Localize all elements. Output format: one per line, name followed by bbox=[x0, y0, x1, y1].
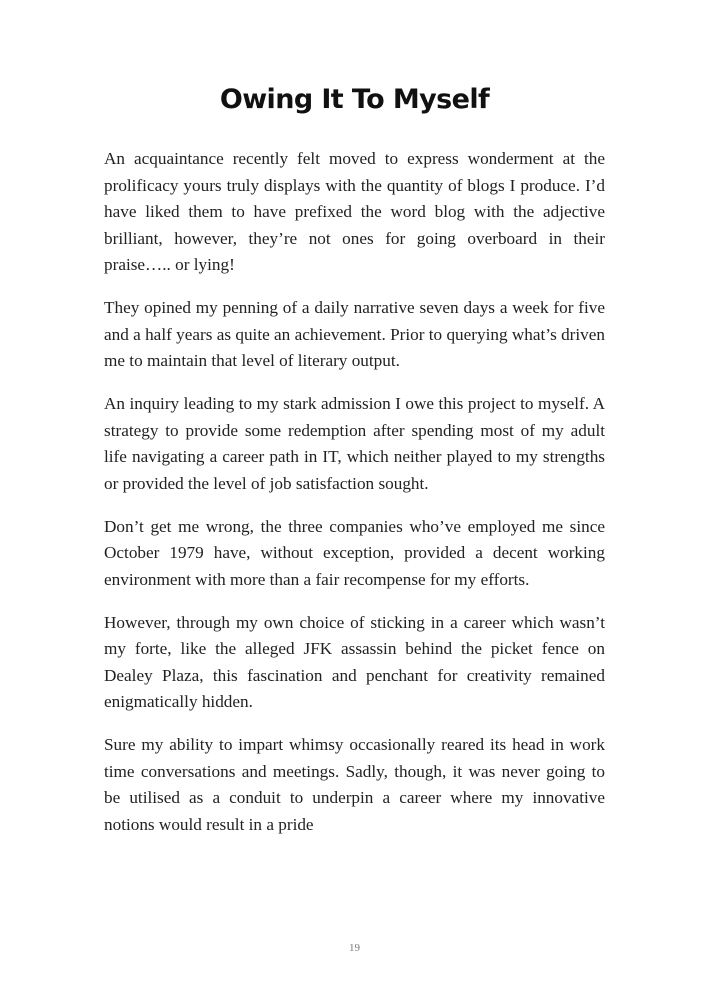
paragraph-4: Don’t get me wrong, the three companies who’ve employed me since October 1979 have, without exception, provided a decent working environment with more than a fair recompense for my efforts. bbox=[104, 516, 605, 589]
paragraph-3: An inquiry leading to my stark admission I owe this project to myself. A strategy to provide some redemption after spending most of my adult life navigating a career path in IT, which neither played to my strengths or provided the level of job satisfaction sought. bbox=[104, 394, 605, 493]
page-title: Owing It To Myself bbox=[219, 84, 490, 115]
body-text bbox=[104, 146, 605, 855]
paragraph-1: An acquaintance recently felt moved to express wonderment at the prolificacy yours truly displays with the quantity of blogs I produce. I’d have liked them to have prefixed the word blog with the adjective brilliant, however, they’re not ones for going overboard in their praise….. or lying! bbox=[104, 149, 605, 274]
paragraph-2: They opined my penning of a daily narrative seven days a week for five and a half years as quite an achievement. Prior to querying what’s driven me to maintain that level of literary output. bbox=[104, 298, 605, 371]
paragraph-6: Sure my ability to impart whimsy occasionally reared its head in work time conversations and meetings. Sadly, though, it was never going to be utilised as a conduit to underpin a career where my innovative notions would result in a pride bbox=[104, 735, 605, 834]
paragraph-5: However, through my own choice of sticking in a career which wasn’t my forte, like the alleged JFK assassin behind the picket fence on Dealey Plaza, this fascination and penchant for creativity remained enigmatically hidden. bbox=[104, 612, 605, 712]
page-number: 19 bbox=[349, 942, 360, 954]
